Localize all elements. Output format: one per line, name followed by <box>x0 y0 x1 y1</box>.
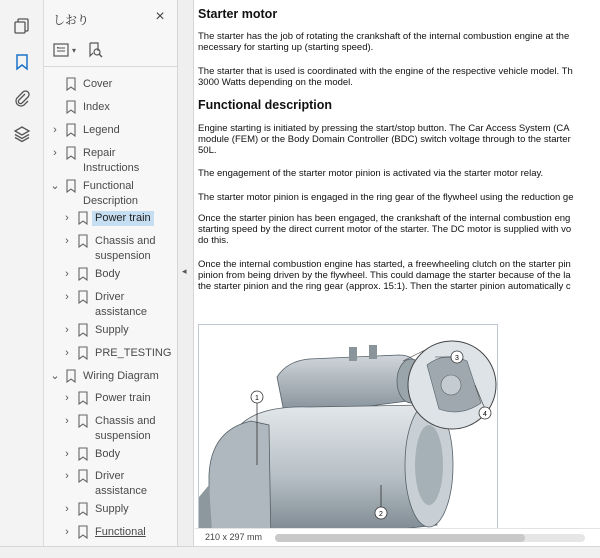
bookmark-label: suspension <box>95 250 151 262</box>
callout-3: 3 <box>455 355 459 362</box>
paragraph-line: 50L. <box>198 145 217 156</box>
page-size-label: 210 x 297 mm <box>205 532 263 542</box>
bookmark-icon <box>78 414 88 428</box>
collapse-panel-icon[interactable]: ◂ <box>182 266 187 276</box>
paragraph-line: the starter pinion and the ring gear (approx. 15:1). Then the starter pinion automatically c <box>198 281 571 292</box>
bookmark-icon <box>78 211 88 225</box>
chevron-down-icon[interactable]: ⌄ <box>50 180 60 192</box>
paragraph-line: starting speed by the direct current motor of the starter. The DC motor is supplied with vo <box>198 224 572 235</box>
find-bookmark-button[interactable] <box>86 40 104 60</box>
horizontal-scrollbar-thumb[interactable] <box>275 534 525 542</box>
bookmark-label: Driver <box>95 470 125 482</box>
bookmark-label: Power train <box>92 211 154 226</box>
layers-icon[interactable] <box>10 122 34 146</box>
bookmark-label: Supply <box>95 503 129 515</box>
close-panel-button[interactable]: × <box>155 8 165 25</box>
chevron-down-icon: ▾ <box>72 45 77 55</box>
bookmark-label: Driver <box>95 291 125 303</box>
paragraph-line: do this. <box>198 235 229 246</box>
bookmark-icon <box>78 290 88 304</box>
horizontal-scrollbar[interactable] <box>275 534 585 542</box>
bookmark-icon <box>78 346 88 360</box>
bookmark-icon <box>66 146 76 160</box>
bookmark-label: Index <box>83 101 110 113</box>
callout-4: 4 <box>483 411 487 418</box>
bookmark-label: Functional <box>83 180 134 192</box>
chevron-right-icon[interactable]: › <box>65 324 69 336</box>
chevron-down-icon[interactable]: ⌄ <box>50 370 60 382</box>
chevron-right-icon[interactable]: › <box>65 268 69 280</box>
starter-motor-illustration <box>199 325 498 546</box>
bookmark-icon <box>66 179 76 193</box>
status-bar <box>195 528 600 546</box>
section-heading: Functional description <box>198 98 333 112</box>
paragraph-line: module (FEM) or the Body Domain Controller (BDC) switch voltage through to the starter <box>198 134 571 145</box>
bookmark-label: Repair <box>83 147 116 159</box>
bookmarks-icon[interactable] <box>10 50 34 74</box>
chevron-right-icon[interactable]: › <box>65 291 69 303</box>
pages-thumbnail-icon[interactable] <box>10 14 34 38</box>
paragraph-line: 3000 Watts depending on the model. <box>198 77 353 88</box>
bookmark-label: PRE_TESTING <box>95 347 172 359</box>
starter-motor-figure <box>198 324 498 546</box>
chevron-right-icon[interactable]: › <box>65 448 69 460</box>
chevron-right-icon[interactable]: › <box>65 526 69 538</box>
chevron-right-icon[interactable]: › <box>65 470 69 482</box>
chevron-right-icon[interactable]: › <box>65 415 69 427</box>
bookmarks-panel <box>44 0 178 546</box>
bookmark-icon <box>66 123 76 137</box>
navigation-rail <box>0 0 44 558</box>
bookmark-icon <box>66 77 76 91</box>
chevron-right-icon[interactable]: › <box>53 124 57 136</box>
paragraph-line: The starter that is used is coordinated with the engine of the respective vehicle model. Th <box>198 66 573 77</box>
bookmark-label: suspension <box>95 430 151 442</box>
paragraph-line: pinion from being driven by the flywheel. This could damage the starter because of the la <box>198 270 571 281</box>
chevron-right-icon[interactable]: › <box>65 503 69 515</box>
chevron-right-icon[interactable]: › <box>65 392 69 404</box>
bookmark-label: Power train <box>95 392 151 404</box>
paragraph-line: necessary for starting up (starting speed). <box>198 42 374 53</box>
bookmark-options-button[interactable] <box>52 40 76 60</box>
bookmark-icon <box>78 502 88 516</box>
paragraph-line: The starter motor pinion is engaged in the ring gear of the flywheel using the reduction ge <box>198 192 574 203</box>
bookmark-label: assistance <box>95 485 147 497</box>
bookmark-label: assistance <box>95 306 147 318</box>
callout-1: 1 <box>255 395 259 402</box>
bookmark-icon <box>78 267 88 281</box>
bookmark-search-icon <box>86 41 104 59</box>
chevron-right-icon[interactable]: › <box>53 147 57 159</box>
bookmark-label: Chassis and <box>95 235 156 247</box>
chevron-right-icon[interactable]: › <box>65 347 69 359</box>
bookmark-label: Body <box>95 448 121 460</box>
attachments-icon[interactable] <box>10 86 34 110</box>
bookmark-label: Functional <box>95 526 146 538</box>
bookmark-icon <box>78 323 88 337</box>
panel-divider <box>44 66 178 67</box>
bookmark-icon <box>78 447 88 461</box>
paragraph-line: The engagement of the starter motor pinion is activated via the starter motor relay. <box>198 168 544 179</box>
bookmark-label: Instructions <box>83 162 140 174</box>
bookmark-icon <box>78 234 88 248</box>
bookmark-icon <box>78 391 88 405</box>
bookmark-label: Wiring Diagram <box>83 370 159 382</box>
bookmark-label: Legend <box>83 124 120 136</box>
bookmark-label: Chassis and <box>95 415 156 427</box>
chevron-right-icon[interactable]: › <box>65 235 69 247</box>
bookmark-icon <box>66 100 76 114</box>
panel-splitter[interactable] <box>178 0 194 546</box>
paragraph-line: Once the internal combustion engine has started, a freewheeling clutch on the starter pin <box>198 259 571 270</box>
paragraph-line: The starter has the job of rotating the crankshaft of the internal combustion engine at the <box>198 31 570 42</box>
bookmark-label: Cover <box>83 78 113 90</box>
chevron-right-icon[interactable]: › <box>65 212 69 224</box>
section-heading: Starter motor <box>198 7 278 21</box>
bookmark-icon <box>78 525 88 539</box>
document-view <box>195 0 600 546</box>
panel-title: しおり <box>53 13 90 27</box>
bookmark-icon <box>66 369 76 383</box>
bookmark-label: Body <box>95 268 121 280</box>
panel-toolbar <box>52 40 104 60</box>
paragraph-line: Engine starting is initiated by pressing the start/stop button. The Car Access System (CA <box>198 123 570 134</box>
bookmark-icon <box>78 469 88 483</box>
options-list-icon <box>52 41 70 59</box>
callout-2: 2 <box>379 511 383 518</box>
bookmark-label: Supply <box>95 324 129 336</box>
bookmark-label: Description <box>83 195 139 207</box>
window-bottom-edge <box>0 546 600 558</box>
paragraph-line: Once the starter pinion has been engaged, the crankshaft of the internal combustion eng <box>198 213 571 224</box>
